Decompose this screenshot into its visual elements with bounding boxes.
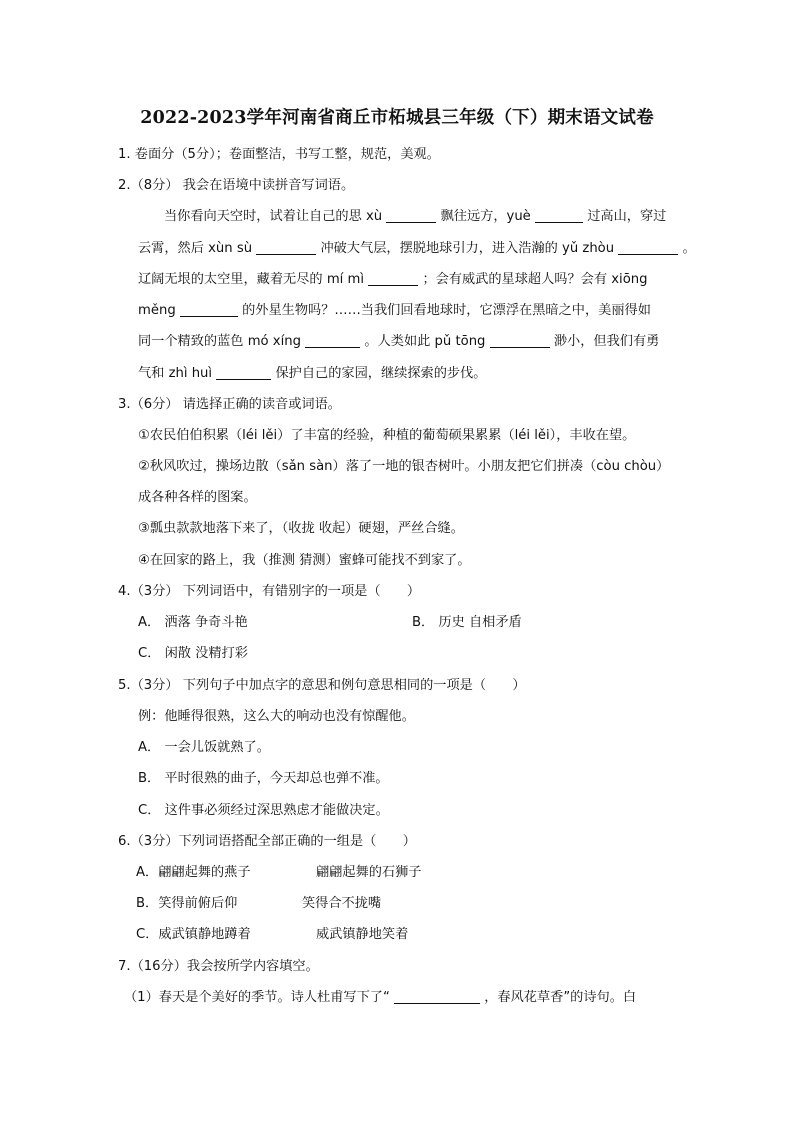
q2-text: 保护自己的家园，继续探索的步伐。 xyxy=(275,366,487,381)
q2-text: měng xyxy=(138,303,176,318)
q7-text: （1）春天是个美好的季节。诗人杜甫写下了“ xyxy=(124,990,390,1005)
q2-text: ；会有威武的星球超人吗？会有 xiōng xyxy=(422,272,648,287)
question-2-line-5 xyxy=(138,333,659,351)
answer-blank[interactable] xyxy=(618,240,678,255)
question-5-option-a[interactable]: A． 一会儿饭就熟了。 xyxy=(138,740,270,755)
question-6-option-b-pair: 笑得合不拢嘴 xyxy=(302,896,382,911)
q2-text: 渺小，但我们有勇 xyxy=(553,334,660,349)
q2-text: 同一个精致的蓝色 mó xíng xyxy=(138,334,301,349)
question-4-option-a[interactable]: A． 洒落 争奇斗艳 xyxy=(138,615,248,630)
question-2-line-3 xyxy=(138,271,648,289)
question-4-option-c[interactable]: C． 闲散 没精打彩 xyxy=(138,646,248,661)
question-2-line-6 xyxy=(138,365,487,383)
q2-text: 。人类如此 pǔ tōng xyxy=(364,334,486,349)
question-3-heading: 3.（6分） 请选择正确的读音或词语。 xyxy=(118,397,341,412)
question-1: 1. 卷面分（5分）；卷面整洁，书写工整，规范，美观。 xyxy=(118,147,440,162)
q2-text: 当你看向天空时，试着让自己的思 xù xyxy=(164,209,383,224)
question-4-heading: 4.（3分） 下列词语中，有错别字的一项是（ ） xyxy=(118,584,421,599)
question-5-option-c[interactable]: C． 这件事必须经过深思熟虑才能做决定。 xyxy=(138,803,389,818)
question-6-option-c-pair: 威武镇静地笑着 xyxy=(316,927,409,942)
q2-text: 冲破大气层，摆脱地球引力，进入浩瀚的 yǔ zhòu xyxy=(320,241,615,256)
question-2-line-2 xyxy=(138,240,696,258)
answer-blank[interactable] xyxy=(368,271,418,286)
q2-text: 气和 zhì huì xyxy=(138,366,213,381)
question-6-option-c[interactable]: C．威武镇静地蹲着 xyxy=(136,927,251,942)
answer-blank[interactable] xyxy=(216,365,271,380)
question-2-line-1 xyxy=(164,208,666,226)
question-5-example: 例：他睡得很熟，这么大的响动也没有惊醒他。 xyxy=(138,709,415,724)
question-6-heading: 6.（3分）下列词语搭配全部正确的一组是（ ） xyxy=(118,834,416,849)
q7-text: ，春风花草香”的诗句。白 xyxy=(484,990,637,1005)
answer-blank[interactable] xyxy=(256,240,316,255)
question-5-heading: 5.（3分） 下列句子中加点字的意思和例句意思相同的一项是（ ） xyxy=(118,678,526,693)
question-7-heading: 7.（16分）我会按所学内容填空。 xyxy=(118,959,319,974)
question-3-item-2-cont: 成各种各样的图案。 xyxy=(138,490,257,505)
exam-title: 2022-2023学年河南省商丘市柘城县三年级（下）期末语文试卷 xyxy=(140,108,654,128)
question-4-option-b[interactable]: B． 历史 自相矛盾 xyxy=(412,615,522,630)
question-2-line-4 xyxy=(138,302,651,320)
question-3-item-2: ②秋风吹过，操场边散（sǎn sàn）落了一地的银杏树叶。小朋友把它们拼凑（còu chòu） xyxy=(138,459,670,474)
answer-blank[interactable] xyxy=(180,302,238,317)
answer-blank[interactable] xyxy=(305,333,360,348)
question-5-option-b[interactable]: B． 平时很熟的曲子，今天却总也弹不准。 xyxy=(138,771,389,786)
answer-blank[interactable] xyxy=(535,208,583,223)
question-3-item-4: ④在回家的路上，我（推测 猜测）蜜蜂可能找不到家了。 xyxy=(138,553,471,568)
question-7-item-1 xyxy=(124,989,636,1007)
q2-text: 的外星生物吗？……当我们回看地球时，它漂浮在黑暗之中，美丽得如 xyxy=(242,303,651,318)
question-2-heading: 2.（8分） 我会在语境中读拼音写词语。 xyxy=(118,178,355,193)
question-3-item-1: ①农民伯伯积累（léi lěi）了丰富的经验，种植的葡萄硕果累累（léi lěi），丰收在望。 xyxy=(138,428,636,443)
q2-text: 飘往远方，yuè xyxy=(440,209,531,224)
question-6-option-a-pair: 翩翩起舞的石狮子 xyxy=(316,865,422,880)
question-6-option-b[interactable]: B．笑得前俯后仰 xyxy=(136,896,238,911)
answer-blank[interactable] xyxy=(386,208,436,223)
q2-text: 辽阔无垠的太空里，藏着无尽的 mí mì xyxy=(138,272,365,287)
question-6-option-a[interactable]: A．翩翩起舞的燕子 xyxy=(136,865,251,880)
question-3-item-3: ③瓢虫款款地落下来了，（收拢 收起）硬翅，严丝合缝。 xyxy=(138,521,464,536)
answer-blank[interactable] xyxy=(490,333,550,348)
q2-text: 。 xyxy=(682,241,696,256)
q2-text: 云霄，然后 xùn sù xyxy=(138,241,253,256)
q2-text: 过高山，穿过 xyxy=(587,209,667,224)
answer-blank[interactable] xyxy=(394,989,480,1004)
